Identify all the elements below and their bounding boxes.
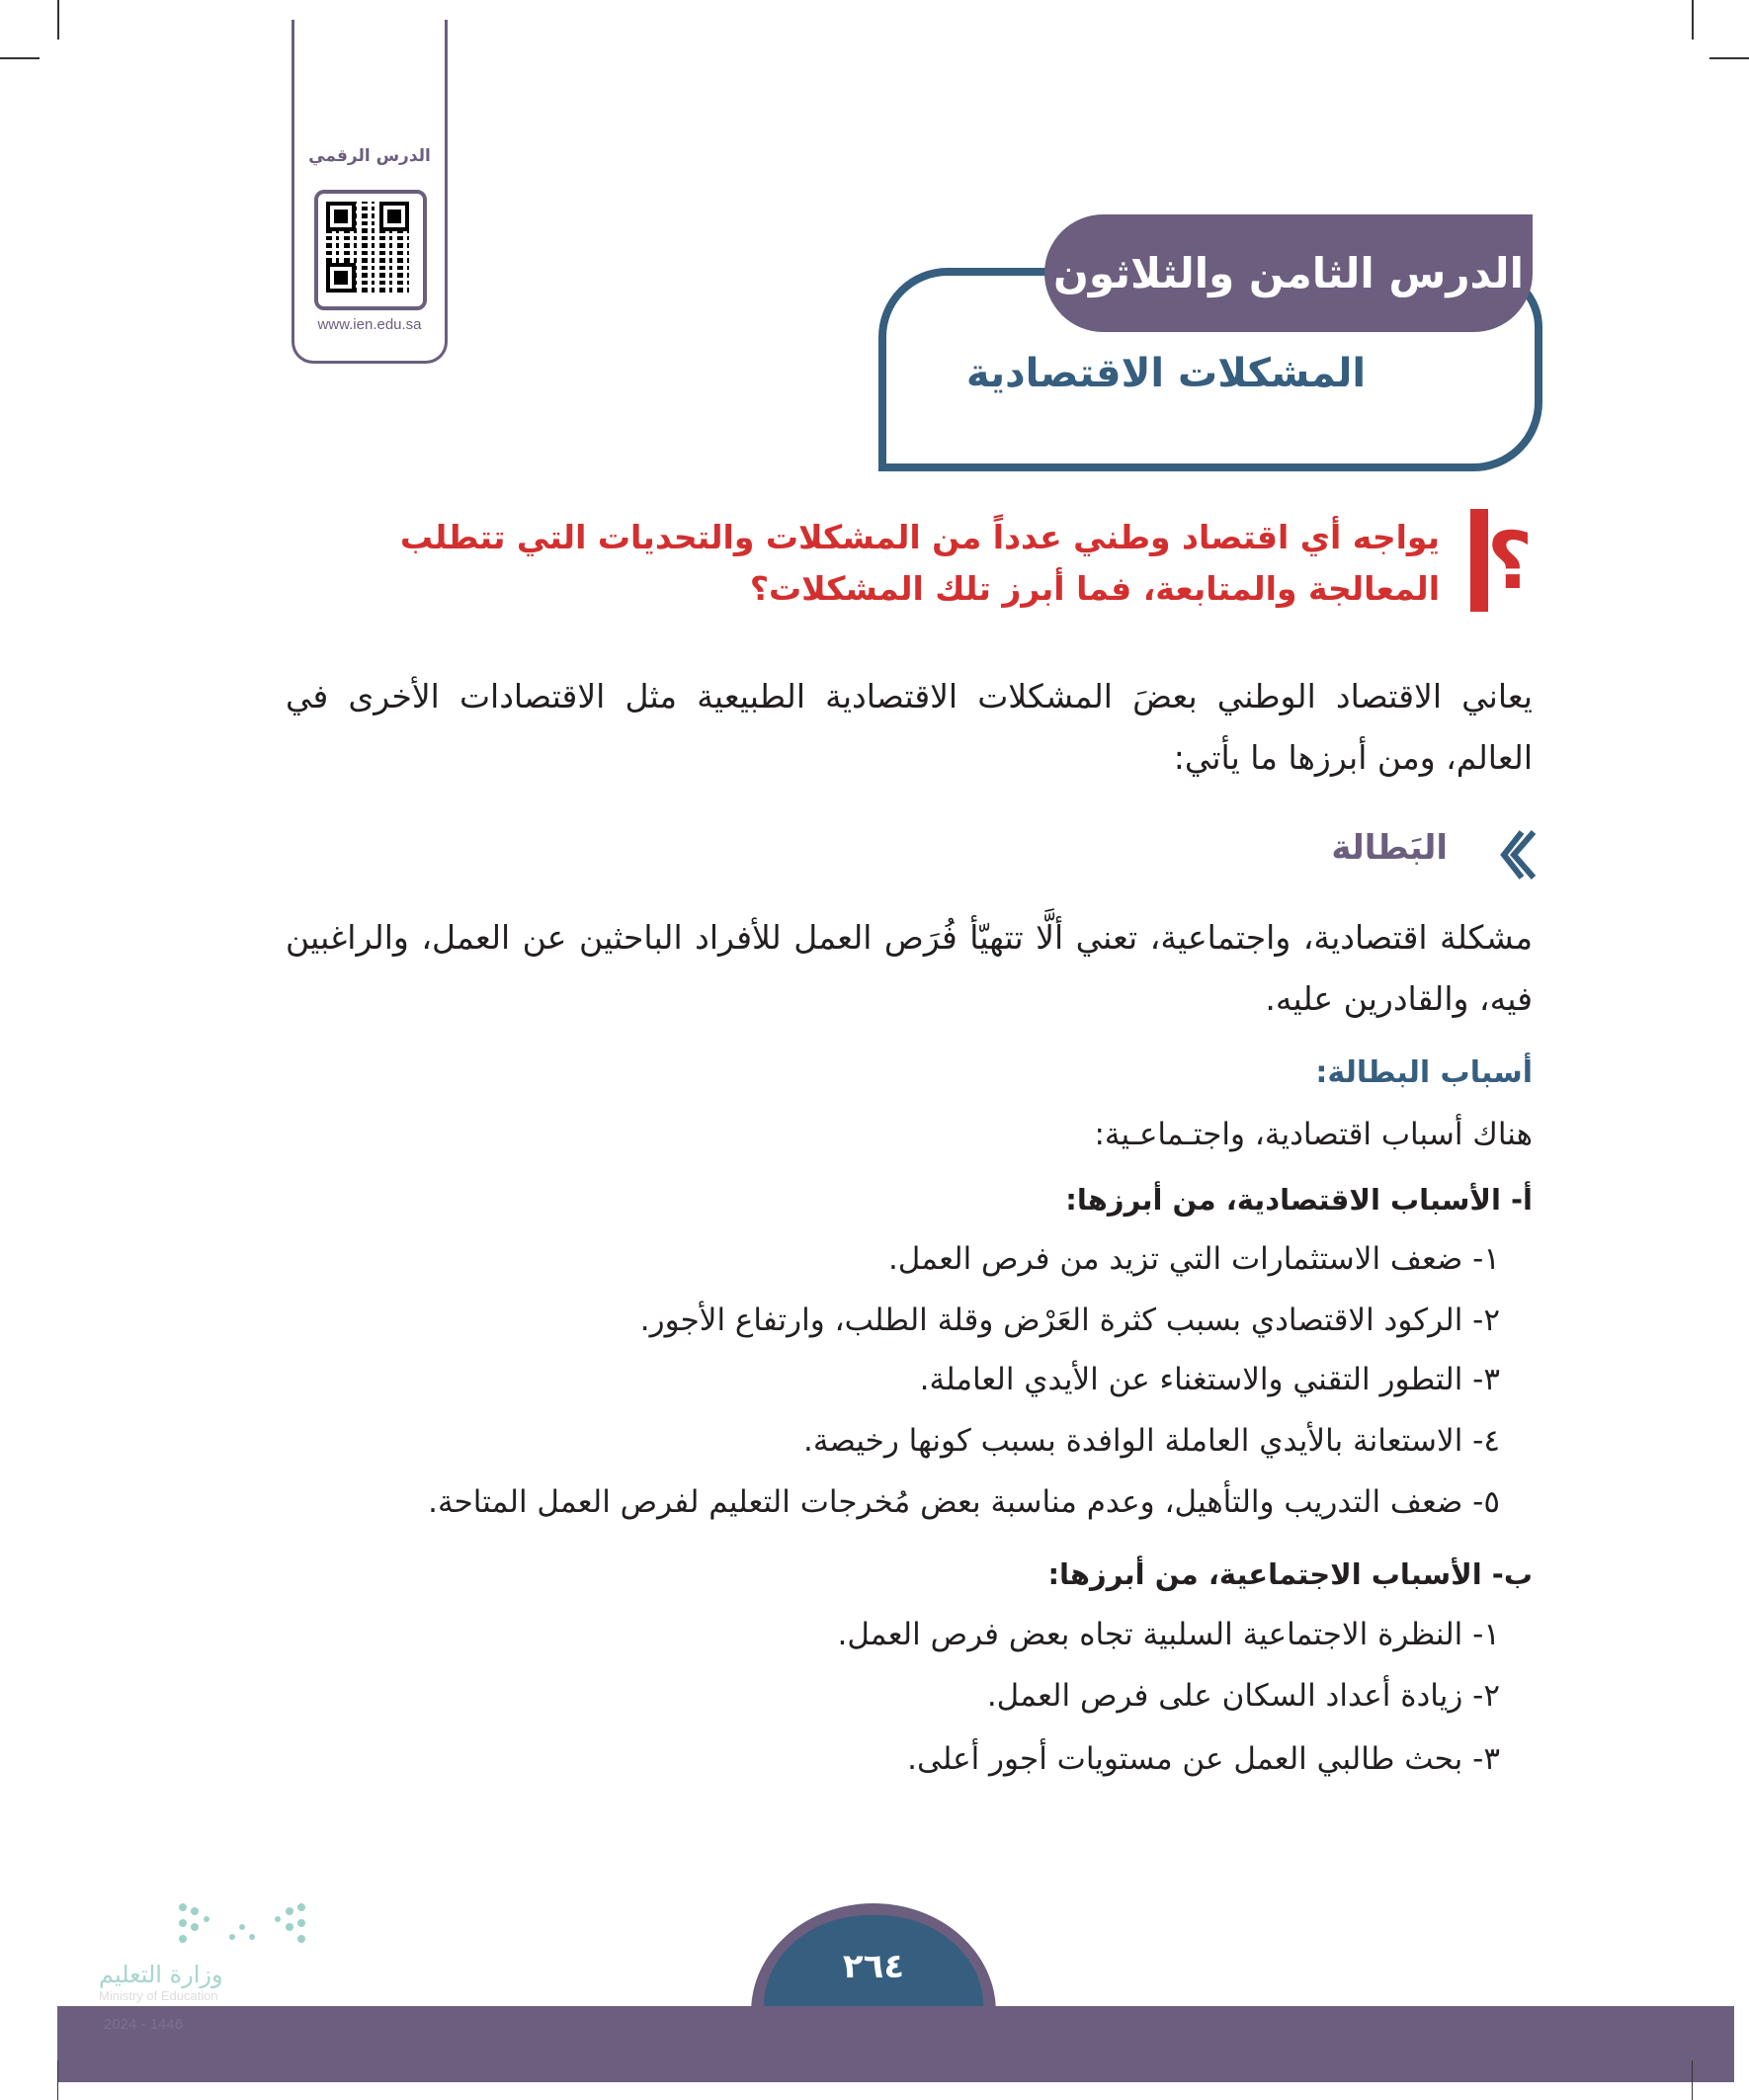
section-heading: البَطالة [1331,828,1448,868]
list-item: ٣- بحث طالبي العمل عن مستويات أجور أعلى. [907,1741,1500,1777]
lesson-title: المشكلات الاقتصادية [965,351,1367,396]
list-item: ٢- الركود الاقتصادي بسبب كثرة العَرْض وقلة الطلب، وارتفاع الأجور. [639,1302,1500,1338]
list-item: ١- النظرة الاجتماعية السلبية تجاه بعض فرص العمل. [837,1617,1500,1652]
intro-question: يواجه أي اقتصاد وطني عدداً من المشكلات والتحديات التي تتطلب المعالجة والمتابعة، فما أبرز تلك المشكلات؟ [399,518,1440,608]
definition-paragraph: مشكلة اقتصادية، واجتماعية، تعني ألَّا تتهيّأ فُرَص العمل للأفراد الباحثين عن العمل، والراغبين فيه، والقادرين عليه. [286,918,1533,1018]
website-link[interactable]: www.ien.edu.sa [317,316,422,333]
svg-text:؟: ؟ [1486,515,1534,607]
qr-finder-icon [326,202,356,231]
list-item: ٣- التطور التقني والاستغناء عن الأيدي العاملة. [919,1362,1500,1397]
causes-intro: هناك أسباب اقتصادية، واجتـماعـية: [1094,1117,1533,1152]
economic-causes-heading: أ- الأسباب الاقتصادية، من أبرزها: [1065,1183,1533,1217]
list-item: ٥- ضعف التدريب والتأهيل، وعدم مناسبة بعض مُخرجات التعليم لفرص العمل المتاحة. [428,1484,1500,1520]
crop-mark [1692,2060,1693,2100]
crop-mark [1709,57,1749,59]
qr-finder-icon [326,263,356,293]
crop-mark [1692,0,1694,40]
footer-bar [57,2006,1734,2082]
digital-lesson-label: الدرس الرقمي [308,146,431,166]
ministry-name-en: Ministry of Education [99,1988,218,2003]
intro-paragraph: يعاني الاقتصاد الوطني بعضَ المشكلات الاقتصادية الطبيعية مثل الاقتصادات الأخرى في العالم، ومن أبرزها ما يأتي: [286,677,1533,777]
qr-finder-icon [379,202,409,231]
list-item: ١- ضعف الاستثمارات التي تزيد من فرص العمل. [887,1241,1500,1277]
crop-mark [57,2060,58,2100]
edition-year: 2024 - 1446 [104,2016,184,2033]
ministry-name-ar: وزارة التعليم [99,1961,223,1988]
double-chevron-icon [1500,830,1536,880]
ministry-dots-icon [173,1897,331,1957]
list-item: ٤- الاستعانة بالأيدي العاملة الوافدة بسبب كونها رخيصة. [802,1423,1500,1459]
crop-mark [57,0,59,40]
page-number: ٢٦٤ [842,1947,905,1986]
question-mark-icon [1470,509,1534,612]
social-causes-heading: ب- الأسباب الاجتماعية، من أبرزها: [1047,1557,1533,1591]
list-item: ٢- زيادة أعداد السكان على فرص العمل. [986,1678,1500,1714]
crop-mark [0,57,40,59]
lesson-number-banner: الدرس الثامن والثلاثون [1044,214,1533,332]
ministry-logo [94,1897,331,2003]
causes-heading: أسباب البطالة: [1315,1055,1533,1090]
